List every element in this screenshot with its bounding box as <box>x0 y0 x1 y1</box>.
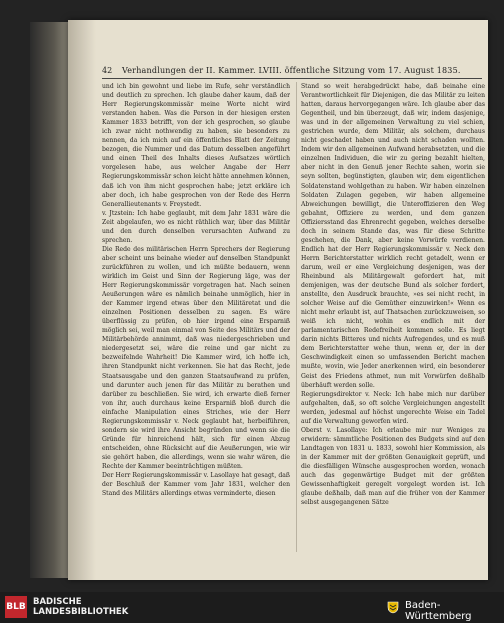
page-number: 42 <box>102 66 113 75</box>
paragraph: Regierungsdirektor v. Neck: Ich habe mich nur darüber aufgehalten, daß, so oft solche Vergleichungen angestellt werden, jedesmal auf höchst ungerechte Weise ein Tadel auf die Verwaltung geworfen wird. <box>301 390 485 425</box>
state-coat-of-arms-icon <box>386 600 400 614</box>
paragraph: Stand so weit herabgedrückt habe, daß beinahe eine Verantwortlichkeit für Diejenigen, die das Militär zu leiten hatten, daraus hervorgegangen wäre. Ich glaube aber das Gegentheil, und bin überzeugt, daß wir, indem dasjenige, was und in der allgemeinen Verwaltung zu viel schien, gestrichen wurde, dem Militär, als solchem, durchaus nicht geschadet haben und auch nicht schaden wollten. Indem wir den allgemeinen Aufwand herabsetzten, und die einzelnen Individuen, die wir zu gering bezahlt hielten, aber nicht in den Genuß jener Rechte sahen, worin sie seyn sollten, begünstigten, glauben wir, dem eigentlichen Soldatenstand wohlgethan zu haben. Wir haben einzelnen Soldaten Zulagen gegeben, wir haben allgemeine Abweichungen bewilligt, die Unteroffizieren den Weg gebahnt, Offiziere zu werden, und dem ganzen Offiziersstand das Ehrenrecht gegeben, welches derselbe doch in seinem Stande das, was für diese Schritte geschehen, die Dank, aber keine Vorwürfe verdienen. Endlich hat der Herr Regierungskommissär v. Neck den Herrn Berichterstatter wirklich recht getadelt, wenn er darum, weil er eine Vergleichung desjenigen, was der Rheinbund als Militärgewalt gefordert hat, mit demjenigen, was der deutsche Bund als solcher fordert, anstellte, den Ausdruck brauchte, »es sei nicht recht, in solcher Weise auf die Gemüther einzuwirken!« Wenn es nicht mehr erlaubt ist, auf Thatsachen zurückzuweisen, so weiß ich nicht, wohin es endlich mit der parlamentarischen Redefreiheit kommen solle. Es liegt darin nichts Bitteres und nichts Aufregendes, und es muß dem Berichterstatter wehe thun, wenn er, der in der Geschwindigkeit einen so umfassenden Bericht machen mußte, wovin, wie Jeder anerkennen wird, ein besonderer Geist des Friedens athmet, nun mit Vorwürfen deßhalb überhäuft werden solle. <box>301 83 485 389</box>
book-page <box>68 20 488 580</box>
left-column <box>102 82 290 552</box>
paragraph: Oberst v. Lasollaye: Ich erlaube mir nur Weniges zu erwidern: sämmtliche Positionen des Budgets sind auf den Landtagen von 1831 u. 1833, sowohl hier Kommission, als in der Kammer mit der größten Genauigkeit geprüft, und die diesfälligen Wünsche ausgesprochen worden, wonach auch das gegenwärtige Budget mit der größten Gewissenhaftigkeit geregelt vorgelegt worden ist. Ich glaube deßhalb, daß man auf die früher von der Kammer selbst ausgegangenen Sätze <box>301 426 485 507</box>
right-column <box>296 82 485 552</box>
running-title: Verhandlungen der II. Kammer. LVIII. öffentliche Sitzung vom 17. August 1835. <box>122 66 461 75</box>
paragraph: v. Jtzstein: Ich habe geglaubt, mit dem Jahr 1831 wäre die Zeit abgelaufen, wo es nicht räthlich war, über das Militär und den durch denselben verursachten Aufwand zu sprechen. <box>102 209 290 244</box>
page-header <box>102 64 482 79</box>
library-name-line1: BADISCHE <box>33 597 82 607</box>
book-spine <box>30 22 70 578</box>
paragraph: und ich bin gewohnt und liebe im Rufe, sehr verständlich und deutlich zu sprechen. Ich glaube daher kaum, daß der Herr Regierungskommissär meine Worte nicht wird verstanden haben. Was die Person in der hiesigen ersten Kammer 1833 betrifft, von der ich gesprochen, so glaube ich zwar nicht nothwendig zu haben, sie besonders zu nennen, da ich mich auf ein öffentliches Blatt der Zeitung bezogen, die Nummer und das Datum desselben angeführt und einen Theil des Inhalts dieses Aufsatzes wörtlich vorgelesen habe, aus welcher Angabe der Herr Regierungskommissär schon leicht hätte annehmen können, daß ich von ihm nicht gesprochen habe; jetzt erkläre ich aber doch, ich habe gesprochen von der Rede des Herrn Generallieutenants v. Freystedt. <box>102 83 290 208</box>
state-name[interactable]: Baden-Württemberg <box>405 600 472 622</box>
paragraph: Der Herr Regierungskommissär v. Lasollaye hat gesagt, daß der Beschluß der Kammer vom Jahr 1831, welcher den Stand des Militärs allerdings etwas verminderte, diesen <box>102 472 290 498</box>
paragraph: Die Rede des militärischen Herrn Sprechers der Regierung aber scheint uns beinahe wieder auf denselben Standpunkt zurückführen zu wollen, und ich müßte bedauern, wenn wirklich im Geist und Sinn der Regierung läge, was der Herr Regierungskommissär vorgetragen hat. Nach seinen Aeußerungen wäre es nämlich beinahe unmöglich, hier in der Kammer irgend etwas über den Militäretat und die einzelnen Positionen desselben zu sagen. Es wäre überflüssig zu prüfen, ob hier irgend eine Ersparniß möglich sei, weil man einmal von Seite des Militärs und der Militärbehörde annimmt, daß was niedergeschrieben und niedergesetzt sei, wäre die reine und gar nicht zu bezweifelnde Wahrheit! Die Kammer wird, ich hoffe ich, ihren Standpunkt nicht verkennen. Sie hat das Recht, jede Staatsausgabe und den ganzen Staatsaufwand zu prüfen, und darunter auch jenen für das Militär zu berathen und darüber zu beschließen. Sie wird, ich erwarte dieß ferner von ihr, auch durchaus keine Ersparniß bloß durch die einfache Manipulation eines Striches, wie der Herr Regierungskommissär v. Neck geglaubt hat, herbeiführen, sondern sie wird ihre Ansicht begründen und wenn sie die Gründe für hinreichend hält, sich für einen Abzug entscheiden, ohne Rücksicht auf die Aeußerungen, wie wir sie gehört haben, die allerdings, wenn sie wahr wären, die Rechte der Kammer beeinträchtigen müßten. <box>102 245 290 470</box>
blb-logo-icon[interactable]: BLB <box>5 596 27 618</box>
library-name-line2: LANDESBIBLIOTHEK <box>33 607 129 617</box>
library-name[interactable] <box>33 597 128 617</box>
footer-bar <box>0 592 504 623</box>
